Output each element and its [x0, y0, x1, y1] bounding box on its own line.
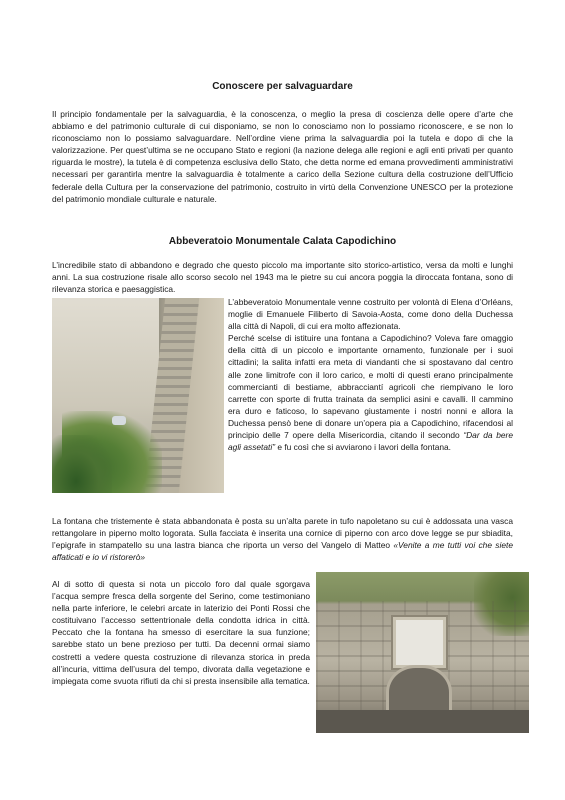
- paragraph-serino: Al di sotto di questa si nota un piccolo foro dal quale sgorgava l’acqua sempre fresca della sorgente del Serino, come testimoniano nella parte inferiore, le celebri arcate in laterizio dei Ponti Rossi che costituivano l’accesso settentrionale della condotta idrica in città. Peccato che la fontana ha smesso di esercitare la sua funzione; sarebbe stato un bene prezioso per tutti. Da decenni ormai siamo costretti a vedere questa costruzione di rilevanza storica in preda all’incuria, vittima dell’usura del tempo, divorata dalla vegetazione e impiegata come svuota rifiuti da chi si presta insensibile alla tematica.: [52, 579, 310, 686]
- history-text-c: e fu così che si avviarono i lavori della fontana.: [275, 442, 451, 453]
- text-with-image: [52, 296, 513, 495]
- photo-degraded-fountain-channel: [52, 298, 224, 493]
- paragraph-abbandono: L’incredibile stato di abbandono e degrado che questo piccolo ma importante sito storico-artistico, versa da molti e lunghi anni. La sua costruzione risale allo scorso secolo nel 1943 ma le pietre su cui ancora poggia la diroccata fontana, sono di rilevanza storica e paesaggistica.: [52, 260, 513, 295]
- paragraph-facade: [52, 515, 513, 563]
- facade-text: La fontana che tristemente è stata abbandonata è posta su un’alta parete in tufo napoletano su cui è addossata una vasca rettangolare in piperno molto logorata. Sulla facciata è inserita una cornice di piperno con arco dove legge se pur sbiadita, l’epigrafe in stampatello su una lastra bianca che riporta un verso del Vangelo di Matteo: [52, 516, 513, 551]
- paragraph-salvaguardia: Il principio fondamentale per la salvaguardia, è la conoscenza, o meglio la presa di coscienza delle opere d’arte che abbiamo e del patrimonio culturale di cui disponiamo, se non lo conosciamo non lo possiamo riconoscere, e se non lo riconosciamo non lo possiamo salvaguardare. Nell’ordine viene prima la salvaguardia poi la tutela e dopo di che la valorizzazione. Per quest’ultima se ne occupano Stato e regioni (la nazione delega alle regioni e agli enti privati per quanto riguarda le mostre), la tutela è di competenza esclusiva dello Stato, che detta norme ed emana provvedimenti amministrativi necessari per garantirla mentre la salvaguardia è totalmente a carico della Sezione cultura della costruzione dell’Ufficio federale della Cultura per la conservazione del patrimonio, costruito in virtù della Convenzione UNESCO per la protezione del patrimonio mondiale culturale e naturale.: [52, 109, 513, 204]
- history-quote: “Dar da bere agli assetati”: [228, 430, 513, 453]
- history-text-b: Perché scelse di istituire una fontana a Capodichino? Voleva fare omaggio della città di un piccolo e importante ornamento, funzionale per i suoi cittadini; la salita infatti era meta di viandanti che si spostavano dal centro alle zone limitrofe con il loro carico, e molti di questi erano principalmente commercianti di bestiame, abbracciantí agricoli che riempivano le loro carrette con sporte di frutta trainata da semplici asini e cavalli. Il cammino era duro e faticoso, lo sapevano giustamente i nostri nonni e allora la Duchessa pensò bene di donare un’opera pia a Capodichino, rifacendosi al principio delle 7 opere della Misericordia, citando il secondo: [228, 333, 513, 441]
- gospel-quote: «Venite a me tutti voi che siete affaticati e io vi ristorerò»: [52, 540, 513, 563]
- history-text-a: L’abbeveratoio Monumentale venne costruito per volontà di Elena d’Orléans, moglie di Emanuele Filiberto di Savoia-Aosta, come dono della Duchessa alla città di Napoli, di cui era molto affezionata.: [228, 297, 513, 332]
- photo-fountain-facade: [316, 572, 529, 733]
- section-title-abbeveratoio: Abbeveratoio Monumentale Calata Capodichino: [168, 236, 397, 247]
- section-title-conoscere: Conoscere per salvaguardare: [212, 81, 353, 92]
